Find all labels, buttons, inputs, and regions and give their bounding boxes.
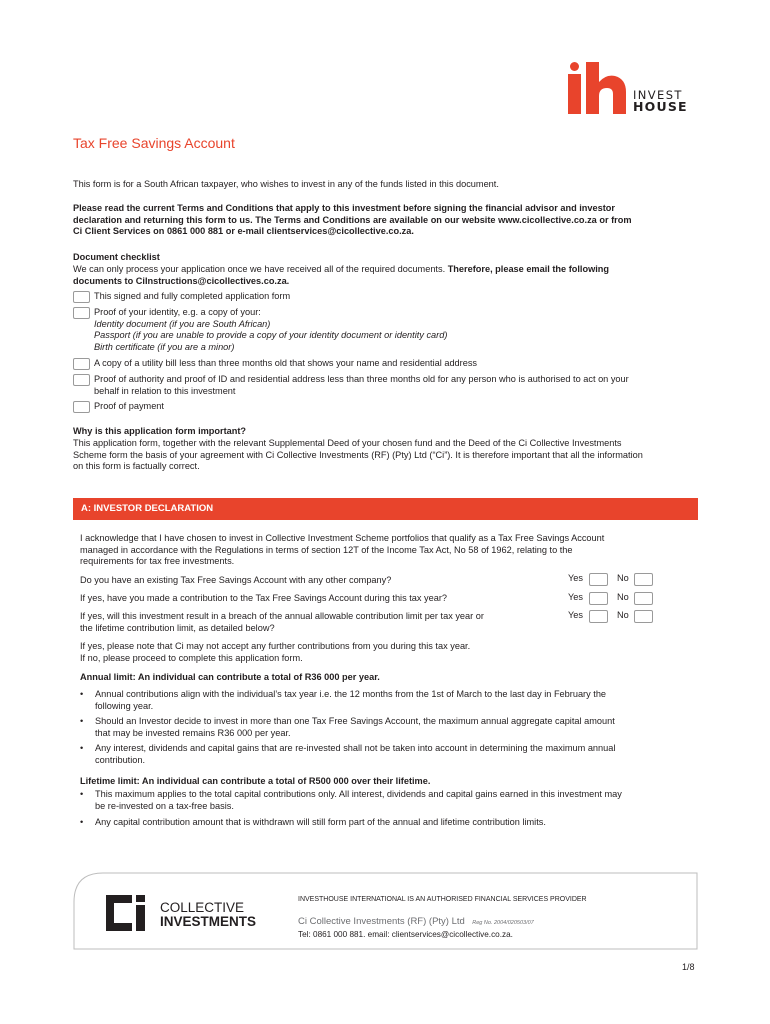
bullet-marker: •: [80, 743, 84, 753]
invest-house-logo-text: [633, 89, 688, 113]
terms-line-3: Ci Client Services on 0861 000 881 or e-mail clientservices@cicollective.co.za.: [73, 226, 414, 237]
annual-bullet: [95, 689, 606, 712]
ack-line-1: I acknowledge that I have chosen to invest in Collective Investment Scheme portfolios that qualify as a Tax Free Savings Account: [80, 533, 605, 543]
checklist-item-identity-label: Proof of your identity, e.g. a copy of your:: [94, 307, 261, 317]
checkbox-signed-form[interactable]: [73, 291, 90, 303]
authority-line-1: Proof of authority and proof of ID and residential address less than three months old for any person who is authorised to act on your: [94, 374, 629, 384]
lifetime-bullet-line: This maximum applies to the total capital contributions only. All interest, dividends and capital gains earned in this investment may: [95, 789, 622, 799]
annual-limit-heading: Annual limit: An individual can contribute a total of R36 000 per year.: [80, 672, 380, 682]
annual-bullet-line: Annual contributions align with the individual’s tax year i.e. the 12 months from the 1st of March to the last day in February the: [95, 689, 607, 699]
annual-bullet-line: following year.: [95, 700, 154, 711]
terms-line-2: declaration and returning this form to us. The Terms and Conditions are available on our website www.cicollective.co.za or from: [73, 214, 632, 225]
question-breach-line-2: the lifetime contribution limit, as detailed below?: [80, 622, 275, 633]
yes-label: Yes: [568, 592, 583, 602]
no-label: No: [617, 592, 629, 602]
annual-bullet-line: that may be invested remains R36 000 per year.: [95, 727, 291, 738]
authority-line-2: behalf in relation to this investment: [94, 385, 236, 396]
checklist-item-signed-form: This signed and fully completed application form: [94, 291, 291, 301]
lifetime-bullet: [95, 817, 546, 829]
identity-option: Identity document (if you are South African): [94, 318, 271, 329]
identity-option: Passport (if you are unable to provide a copy of your identity document or identity card): [94, 330, 448, 341]
checklist-desc-bold: Therefore, please email the following: [447, 264, 610, 274]
annual-bullet: [95, 743, 615, 766]
yes-checkbox-q2[interactable]: [589, 592, 608, 605]
note-line-2: If no, please proceed to complete this application form.: [80, 652, 303, 663]
question-contribution-this-year: If yes, have you made a contribution to the Tax Free Savings Account during this tax year?: [80, 593, 448, 603]
note-line-1: If yes, please note that Ci may not accept any further contributions from you during this tax year.: [80, 641, 471, 651]
checklist-heading: Document checklist: [73, 252, 160, 262]
checklist-desc-normal: We can only process your application once we have received all of the required documents.: [73, 264, 448, 274]
footer-reg: Reg No. 2004/020503/07: [472, 920, 534, 926]
footer-company: Ci Collective Investments (RF) (Pty) Ltd: [298, 916, 465, 927]
ci-logo-mark: [104, 895, 156, 931]
ci-logo-line-1: COLLECTIVE: [160, 900, 245, 915]
footer-provider: INVESTHOUSE INTERNATIONAL IS AN AUTHORISED FINANCIAL SERVICES PROVIDER: [298, 896, 587, 903]
yes-no-note: [80, 641, 470, 664]
question-breach-line-1: If yes, will this investment result in a breach of the annual allowable contribution limit per tax year or: [80, 611, 484, 621]
no-label: No: [617, 573, 629, 583]
why-line-2: Scheme form the basis of your agreement with Ci Collective Investments (RF) (Pty) Ltd (“Ci”). It is therefore important that all the information: [73, 449, 643, 460]
yes-label: Yes: [568, 610, 583, 620]
checkbox-utility-bill[interactable]: [73, 358, 90, 370]
lifetime-limit-heading: Lifetime limit: An individual can contribute a total of R500 000 over their lifetime.: [80, 776, 431, 786]
intro-text: This form is for a South African taxpayer, who wishes to invest in any of the funds listed in this document.: [73, 179, 499, 189]
why-paragraph: [73, 438, 698, 473]
bullet-marker: •: [80, 689, 84, 699]
identity-option: Birth certificate (if you are a minor): [94, 341, 235, 352]
question-breach-limit: [80, 611, 484, 634]
footer-contact: Tel: 0861 000 881. email: clientservices@cicollective.co.za.: [298, 930, 513, 939]
no-checkbox-q1[interactable]: [634, 573, 653, 586]
footer-text: [298, 896, 587, 939]
page-number: 1/8: [682, 962, 695, 972]
ack-line-3: requirements for tax free investments.: [80, 556, 235, 567]
checklist-desc-email: documents to CiInstructions@cicollectives.co.za.: [73, 275, 290, 286]
yes-checkbox-q1[interactable]: [589, 573, 608, 586]
question-existing-tfsa: Do you have an existing Tax Free Savings Account with any other company?: [80, 575, 392, 585]
invest-house-logo-mark: [566, 62, 628, 114]
acknowledgement-paragraph: [80, 533, 690, 568]
logo-line-invest: INVEST: [633, 88, 683, 102]
no-label: No: [617, 610, 629, 620]
ack-line-2: managed in accordance with the Regulations in terms of section 12T of the Income Tax Act, No 58 of 1962, relating to the: [80, 544, 573, 555]
bullet-marker: •: [80, 817, 84, 827]
bullet-marker: •: [80, 716, 84, 726]
why-line-3: on this form is factually correct.: [73, 461, 200, 472]
terms-paragraph: [73, 203, 698, 238]
checkbox-proof-authority[interactable]: [73, 374, 90, 386]
annual-bullet-line: Should an Investor decide to invest in more than one Tax Free Savings Account, the maximum annual aggregate capital amount: [95, 716, 615, 726]
why-line-1: This application form, together with the relevant Supplemental Deed of your chosen fund and the Deed of the Ci Collective Investments: [73, 438, 622, 448]
lifetime-bullet-line: Any capital contribution amount that is withdrawn will still form part of the annual and lifetime contribution limits.: [95, 817, 546, 827]
annual-bullet: [95, 716, 615, 739]
ci-logo-line-2: INVESTMENTS: [160, 914, 257, 929]
checklist-item-proof-identity: [94, 307, 447, 353]
no-checkbox-q2[interactable]: [634, 592, 653, 605]
checkbox-proof-identity[interactable]: [73, 307, 90, 319]
page-title: Tax Free Savings Account: [73, 135, 235, 151]
no-checkbox-q3[interactable]: [634, 610, 653, 623]
annual-bullet-line: contribution.: [95, 754, 146, 765]
checklist-description: [73, 264, 698, 287]
section-a-header: A: INVESTOR DECLARATION: [73, 498, 698, 520]
checklist-item-proof-authority: [94, 374, 699, 397]
yes-label: Yes: [568, 573, 583, 583]
lifetime-bullet: [95, 789, 622, 812]
checklist-item-utility-bill: A copy of a utility bill less than three months old that shows your name and residential address: [94, 358, 478, 368]
checkbox-proof-payment[interactable]: [73, 401, 90, 413]
annual-bullet-line: Any interest, dividends and capital gains that are re-invested shall not be taken into account in determining the maximum annual: [95, 743, 616, 753]
terms-line-1: Please read the current Terms and Conditions that apply to this investment before signing the financial advisor and investor: [73, 203, 615, 213]
checklist-item-proof-payment: Proof of payment: [94, 401, 164, 411]
logo-line-house: HOUSE: [633, 99, 688, 114]
bullet-marker: •: [80, 789, 84, 799]
lifetime-bullet-line: be re-invested on a tax-free basis.: [95, 800, 234, 811]
yes-checkbox-q3[interactable]: [589, 610, 608, 623]
why-heading: Why is this application form important?: [73, 426, 247, 436]
